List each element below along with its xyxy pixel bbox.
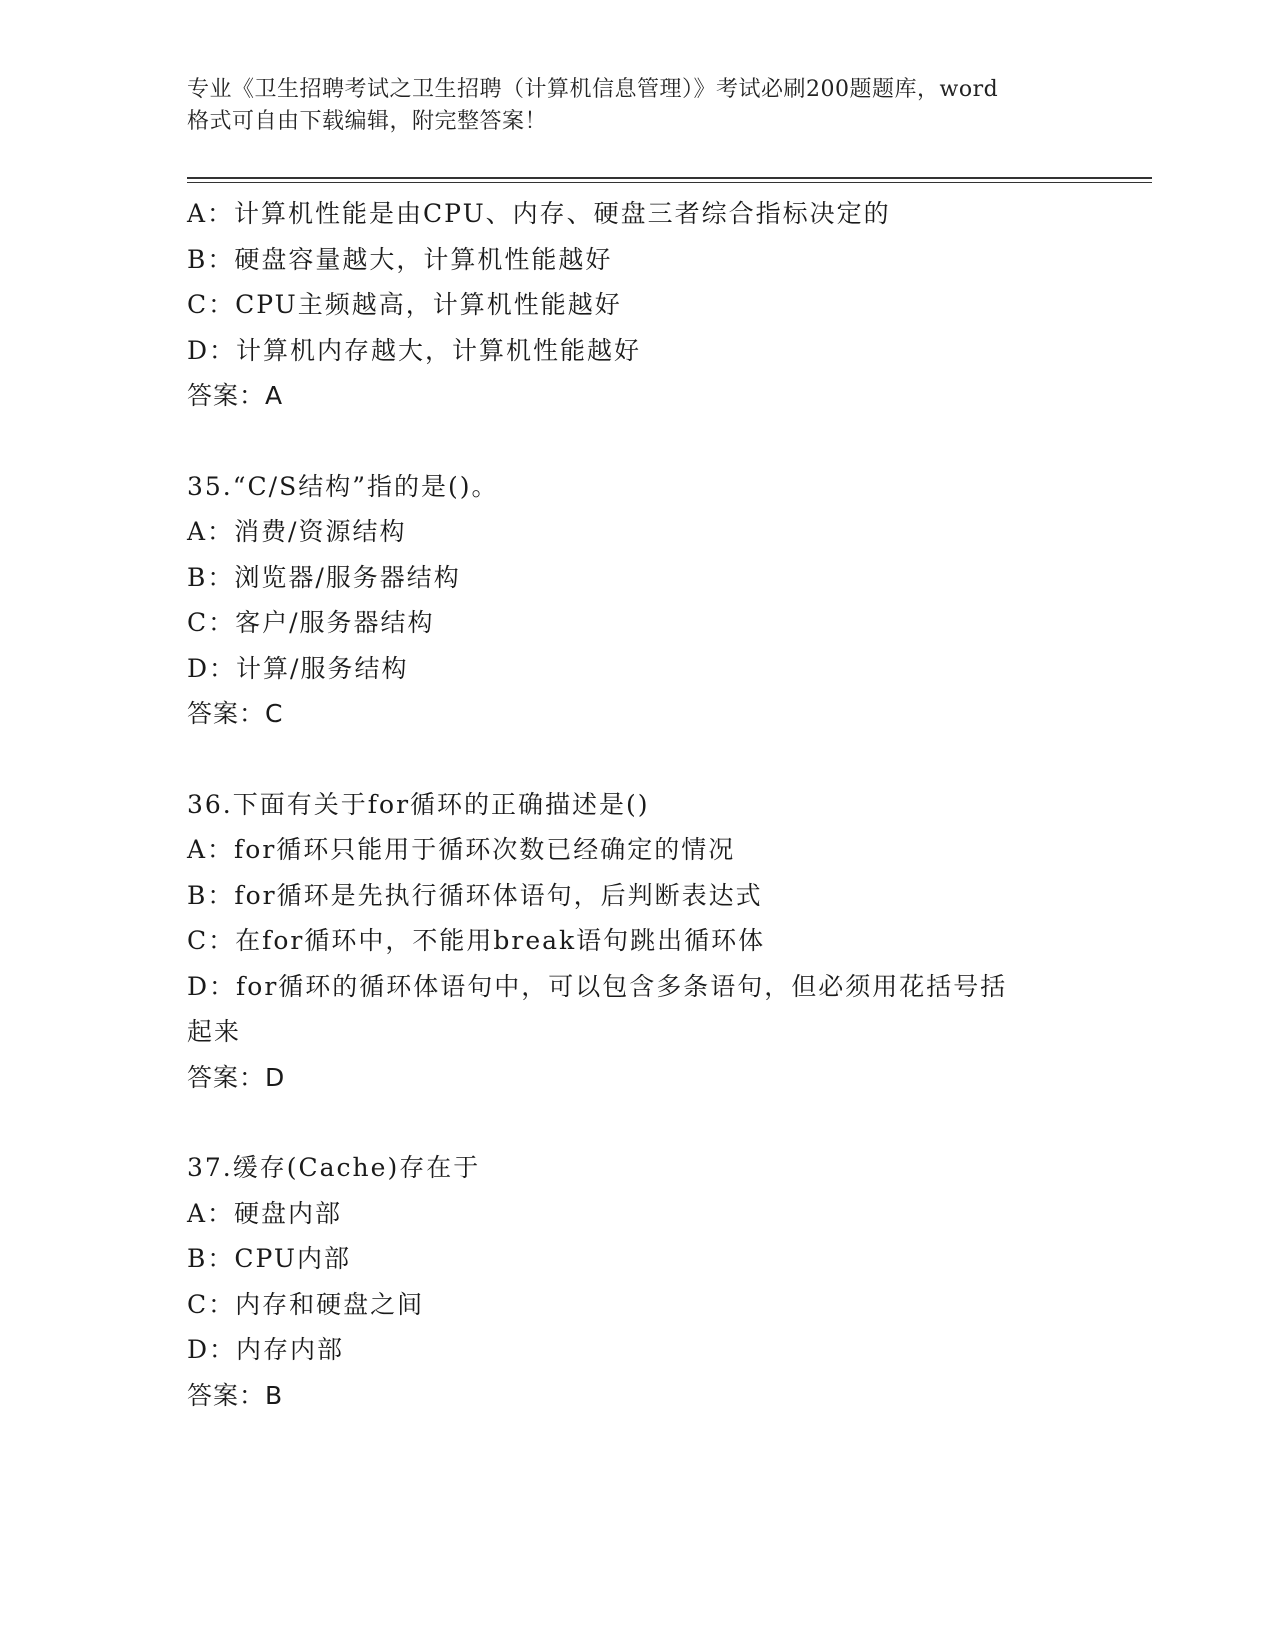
question-37 xyxy=(187,1145,1087,1418)
option-b: B：硬盘容量越大，计算机性能越好 xyxy=(187,244,613,274)
question-34 xyxy=(187,191,1087,419)
option-c: C：CPU主频越高，计算机性能越好 xyxy=(187,290,622,319)
option-b: B：CPU内部 xyxy=(187,1244,351,1273)
question-list xyxy=(187,191,1087,1418)
question-stem: 37.缓存(Cache)存在于 xyxy=(187,1153,481,1182)
answer-line: 答案：D xyxy=(187,1062,286,1092)
spacer xyxy=(187,737,1087,782)
option-c: C：内存和硬盘之间 xyxy=(187,1289,425,1319)
answer-line: 答案：A xyxy=(187,381,284,410)
option-c: C：在for循环中，不能用break语句跳出循环体 xyxy=(187,926,766,955)
option-a: A：计算机性能是由CPU、内存、硬盘三者综合指标决定的 xyxy=(187,199,891,228)
option-b: B：浏览器/服务器结构 xyxy=(187,562,461,592)
spacer xyxy=(187,1100,1087,1145)
question-stem: 35.“C/S结构”指的是()。 xyxy=(187,471,499,501)
option-d: D：计算机内存越大，计算机性能越好 xyxy=(187,335,642,365)
question-stem: 36.下面有关于for循环的正确描述是() xyxy=(187,789,650,819)
option-b: B：for循环是先执行循环体语句，后判断表达式 xyxy=(187,880,763,910)
option-a: A：for循环只能用于循环次数已经确定的情况 xyxy=(187,835,736,864)
header-line-2: 格式可自由下载编辑，附完整答案！ xyxy=(187,109,548,134)
answer-line: 答案：C xyxy=(187,699,284,728)
question-36 xyxy=(187,782,1087,1101)
header-divider-thin xyxy=(187,182,1152,183)
header-divider-thick xyxy=(187,177,1152,179)
spacer xyxy=(187,419,1087,464)
option-d: D：for循环的循环体语句中，可以包含多条语句，但必须用花括号括 xyxy=(187,971,1008,1001)
header-line-1: 专业《卫生招聘考试之卫生招聘（计算机信息管理）》考试必刷200题题库，word xyxy=(187,77,999,102)
question-35 xyxy=(187,464,1087,737)
option-c: C：客户/服务器结构 xyxy=(187,608,435,637)
option-d: D：计算/服务结构 xyxy=(187,653,409,683)
answer-line: 答案：B xyxy=(187,1380,284,1410)
option-d: D：内存内部 xyxy=(187,1335,345,1364)
option-a: A：消费/资源结构 xyxy=(187,517,407,546)
option-a: A：硬盘内部 xyxy=(187,1198,343,1228)
document-header xyxy=(187,74,1087,138)
option-d-continuation: 起来 xyxy=(187,1017,242,1046)
